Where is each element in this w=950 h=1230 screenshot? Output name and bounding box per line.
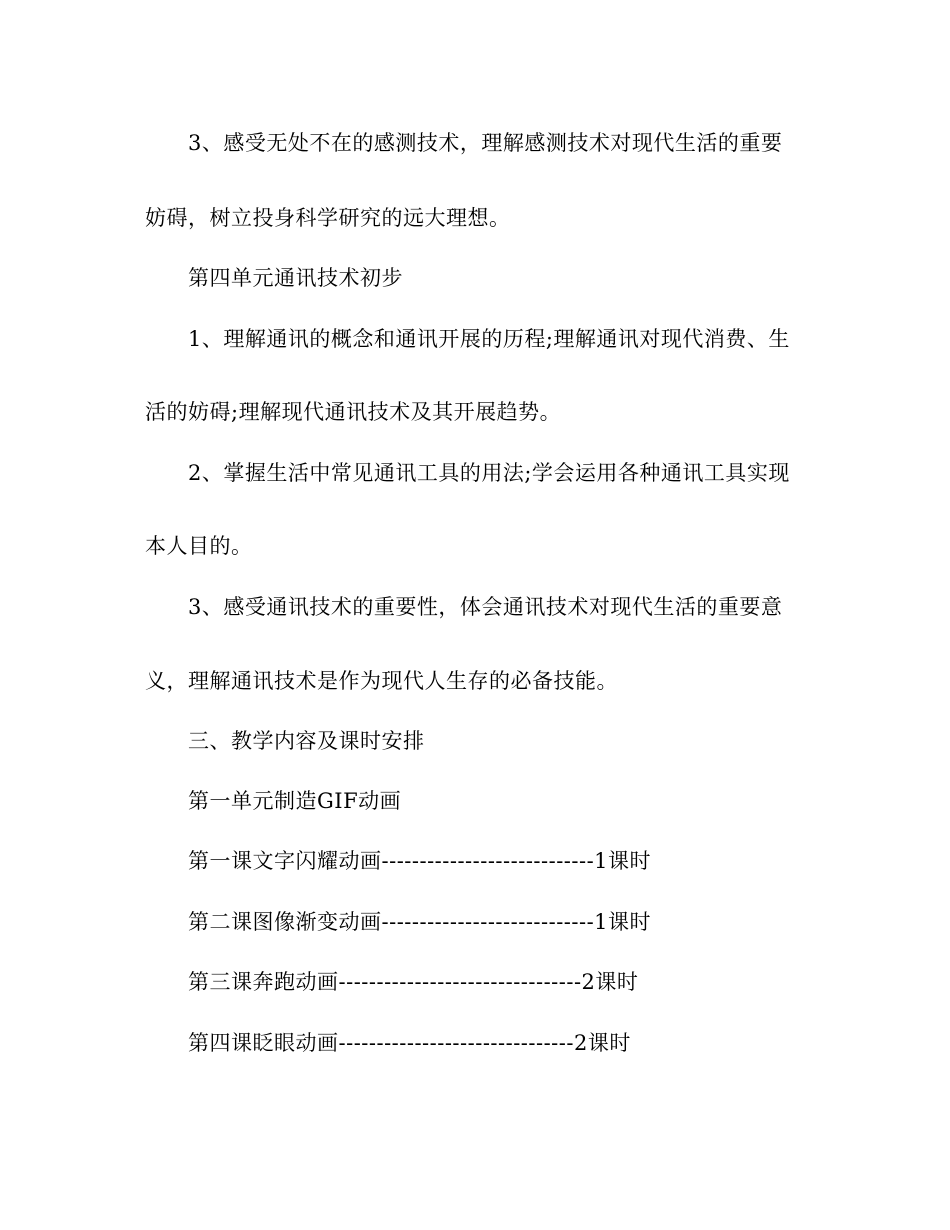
lesson-line: 第二课图像渐变动画----------------------------1课时 xyxy=(188,910,652,934)
section-heading: 三、教学内容及课时安排 xyxy=(188,729,425,753)
paragraph-line: 1、理解通讯的概念和通讯开展的历程;理解通讯对现代消费、生 xyxy=(188,327,790,351)
section-heading: 第四单元通讯技术初步 xyxy=(188,266,403,290)
unit-heading: 第一单元制造GIF动画 xyxy=(188,789,402,813)
paragraph-line: 3、感受无处不在的感测技术，理解感测技术对现代生活的重要 xyxy=(188,131,783,155)
paragraph-line: 2、掌握生活中常见通讯工具的用法;学会运用各种通讯工具实现 xyxy=(188,461,790,485)
lesson-line: 第三课奔跑动画--------------------------------2课时 xyxy=(188,970,639,994)
paragraph-line: 义，理解通讯技术是作为现代人生存的必备技能。 xyxy=(145,669,618,693)
lesson-line: 第四课眨眼动画-------------------------------2课时 xyxy=(188,1031,631,1055)
paragraph-line: 妨碍，树立投身科学研究的远大理想。 xyxy=(145,206,511,230)
paragraph-line: 活的妨碍;理解现代通讯技术及其开展趋势。 xyxy=(145,400,562,424)
paragraph-line: 本人目的。 xyxy=(145,534,253,558)
paragraph-line: 3、感受通讯技术的重要性，体会通讯技术对现代生活的重要意 xyxy=(188,595,783,619)
lesson-line: 第一课文字闪耀动画----------------------------1课时 xyxy=(188,849,652,873)
